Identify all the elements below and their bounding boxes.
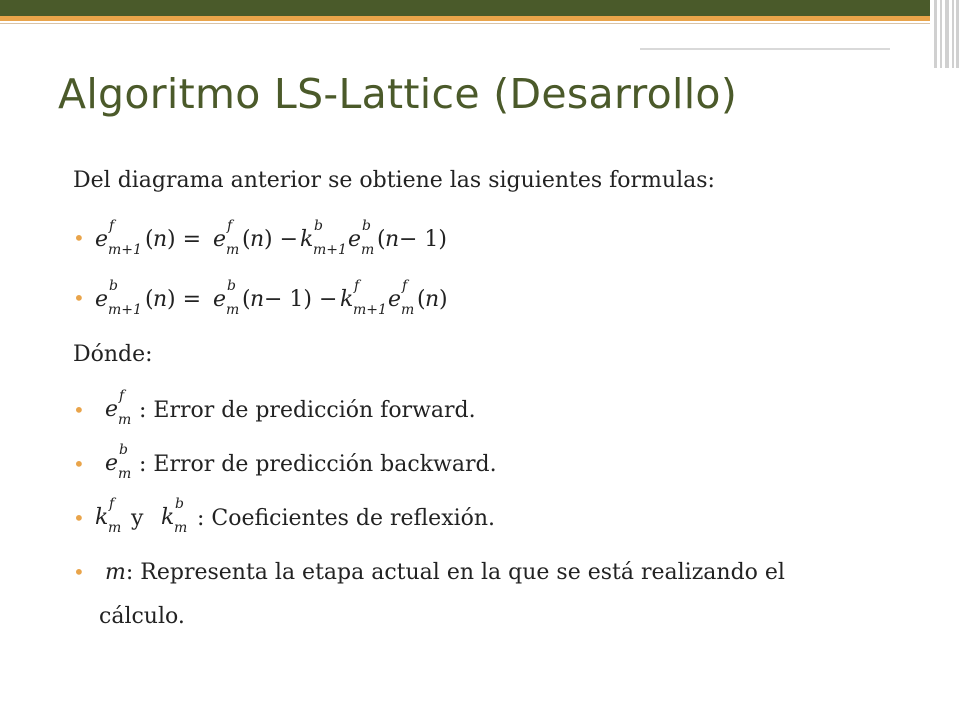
definition-forward-text: : Error de predicción forward. (139, 398, 476, 423)
symbol-m: m (105, 560, 126, 585)
svg-text:m+1: m+1 (353, 302, 387, 318)
svg-text:f: f (109, 496, 115, 512)
svg-text:b: b (227, 278, 236, 294)
svg-text:m: m (226, 242, 240, 258)
svg-text:n: n (425, 287, 440, 312)
svg-text:n: n (153, 287, 168, 312)
bullet: • (73, 452, 85, 476)
svg-text:) =: ) = (167, 227, 202, 252)
svg-text:m: m (108, 520, 122, 536)
top-rule (640, 48, 890, 50)
svg-text:m: m (226, 302, 240, 318)
formula-1-svg (95, 216, 615, 262)
formula-2-svg (95, 276, 615, 322)
definition-stage-text: : Representa la etapa actual en la que se está realizando el (125, 560, 785, 585)
svg-text:n: n (385, 227, 400, 252)
svg-text:e: e (105, 397, 119, 422)
definition-conjunction: y (131, 506, 144, 531)
svg-text:f: f (119, 388, 125, 404)
svg-text:e: e (213, 227, 227, 252)
svg-text:): ) (439, 287, 448, 312)
svg-text:m+1: m+1 (108, 242, 142, 258)
bullet: • (73, 226, 85, 250)
svg-text:(: ( (242, 287, 251, 312)
top-bar-thin (0, 23, 930, 24)
svg-text:f: f (109, 218, 115, 234)
svg-text:e: e (105, 451, 119, 476)
definition-stage-continuation: cálculo. (99, 604, 185, 629)
svg-text:f: f (354, 278, 360, 294)
svg-text:f: f (402, 278, 408, 294)
svg-text:e: e (388, 287, 402, 312)
svg-text:) −: ) − (264, 227, 299, 252)
top-bar-orange (0, 16, 930, 21)
svg-text:e: e (348, 227, 362, 252)
svg-text:e: e (95, 287, 109, 312)
bullet: • (73, 398, 85, 422)
svg-text:b: b (362, 218, 371, 234)
svg-text:n: n (250, 227, 265, 252)
definition-backward-text: : Error de predicción backward. (139, 452, 497, 477)
svg-text:e: e (213, 287, 227, 312)
top-bar-dark (0, 0, 930, 16)
slide-title: Algoritmo LS-Lattice (Desarrollo) (58, 70, 738, 118)
svg-text:(: ( (377, 227, 386, 252)
svg-text:k: k (300, 227, 314, 252)
svg-text:(: ( (145, 227, 154, 252)
svg-text:− 1): − 1) (399, 227, 448, 252)
symbol-k-b-m (161, 494, 201, 536)
svg-text:b: b (175, 496, 184, 512)
symbol-k-f-m (95, 494, 135, 536)
svg-text:k: k (95, 505, 109, 530)
svg-text:m: m (174, 520, 188, 536)
svg-text:(: ( (145, 287, 154, 312)
bullet: • (73, 286, 85, 310)
svg-text:b: b (119, 442, 128, 458)
bullet: • (73, 560, 85, 584)
svg-text:m: m (361, 242, 375, 258)
definition-reflection-text: : Coeficientes de reflexión. (197, 506, 496, 531)
svg-text:k: k (161, 505, 175, 530)
svg-text:m+1: m+1 (108, 302, 142, 318)
svg-text:k: k (340, 287, 354, 312)
svg-text:− 1) −: − 1) − (264, 287, 338, 312)
svg-text:m: m (401, 302, 415, 318)
svg-text:e: e (95, 227, 109, 252)
corner-decoration (930, 0, 960, 70)
svg-text:m: m (118, 466, 132, 482)
donde-label: Dónde: (73, 342, 153, 367)
svg-text:) =: ) = (167, 287, 202, 312)
svg-text:m+1: m+1 (313, 242, 347, 258)
svg-text:(: ( (242, 227, 251, 252)
svg-text:b: b (314, 218, 323, 234)
intro-text: Del diagrama anterior se obtiene las siguientes formulas: (73, 168, 715, 193)
svg-text:m: m (118, 412, 132, 428)
svg-text:f: f (227, 218, 233, 234)
svg-text:n: n (250, 287, 265, 312)
svg-text:n: n (153, 227, 168, 252)
svg-text:(: ( (417, 287, 426, 312)
svg-text:b: b (109, 278, 118, 294)
bullet: • (73, 506, 85, 530)
